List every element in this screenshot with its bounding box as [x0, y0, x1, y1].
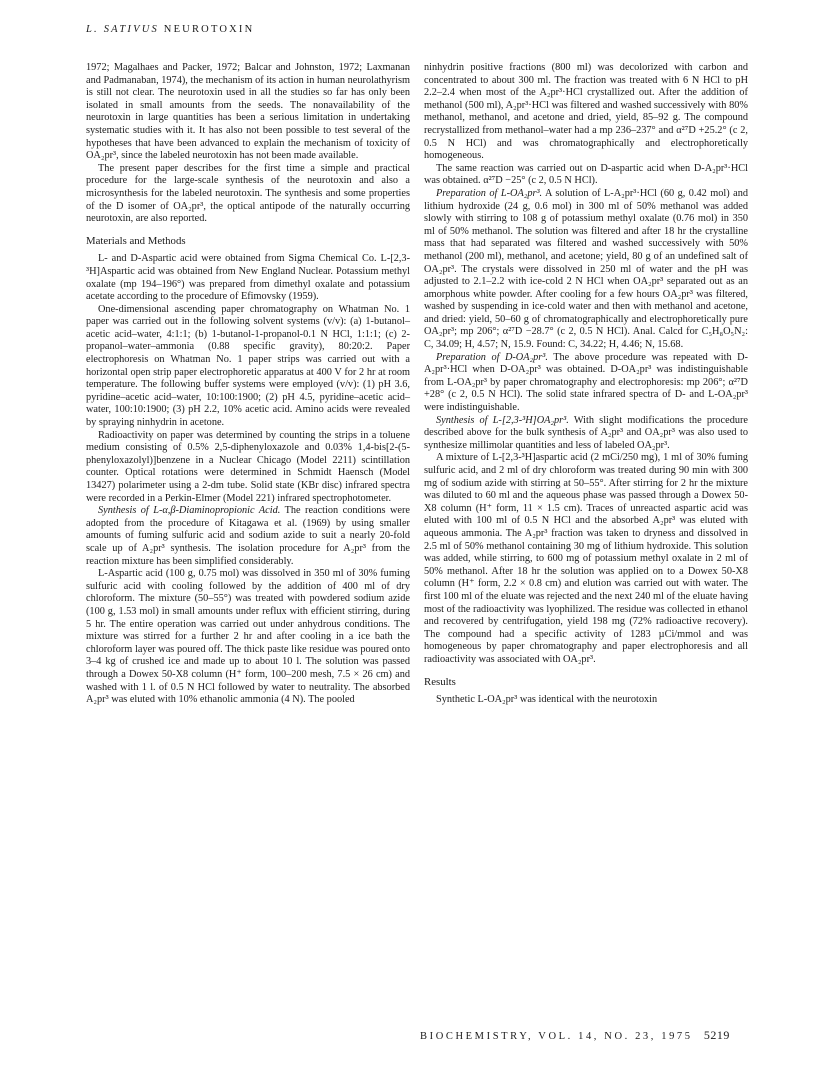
paragraph	[424, 188, 748, 352]
subsection-title: Synthesis of L-[2,3-³H]OA₂pr³.	[436, 414, 569, 426]
running-header	[86, 24, 254, 35]
right-column	[424, 62, 748, 707]
paragraph: L-Aspartic acid (100 g, 0.75 mol) was dissolved in 350 ml of 30% fuming sulfuric acid with cooling followed by the addition of 400 ml of dry chloroform. The mixture (50–55°) was treated with powdered sodium azide (100 g, 1.53 mol) in small amounts under reflux with efficient stirring, during 5 hr. The entire operation was carried out under anhydrous conditions. The mixture was stirred for a further 2 hr and after cooling in a ice bath the chloroform layer was poured off. The thick paste like residue was poured onto 3–4 kg of crushed ice and made up to about 10 l. The solution was passed through a Dowex 50-X8 column (H⁺ form, 100–200 mesh, 7.5 × 26 cm) and washed with 1 l. of 0.5 N HCl followed by water to neutrality. The absorbed A₂pr³ was eluted with 10% ethanolic ammonia (4 N). The pooled	[86, 568, 410, 706]
paragraph-text: With slight modifications the procedure described above for the bulk synthesis of A₂pr³ and OA₂pr³ was also used to synthesize millimolar quantities and less of labeled OA₂pr³.	[424, 414, 748, 451]
left-column	[86, 62, 410, 707]
paragraph: Synthetic L-OA₂pr³ was identical with the neurotoxin	[436, 694, 658, 706]
paragraph	[424, 415, 748, 453]
journal-citation: BIOCHEMISTRY, VOL. 14, NO. 23, 1975	[420, 1031, 693, 1042]
subsection-title: Preparation of D-OA₂pr³.	[436, 351, 548, 363]
subsection-title: Synthesis of L-α,β-Diaminopropionic Acid.	[98, 505, 281, 517]
section-heading: Materials and Methods	[86, 234, 186, 247]
paragraph: The present paper describes for the first time a simple and practical procedure for the large-scale synthesis of the neurotoxin and also a microsynthesis for the labeled neurotoxin. The synthesis and some properties of the D isomer of OA₂pr³, the optical antipode of the naturally occurring neurotoxin, are also reported.	[86, 162, 410, 225]
paragraph: 1972; Magalhaes and Packer, 1972; Balcar and Johnston, 1972; Laxmanan and Padmanaban, 1974), the mechanism of its action in human neurolathyrism is still not clear. The neurotoxin used in all the studies so far has only been isolated in small amounts from the seeds. The nonavailability of the neurotoxin in large quantities has been a serious limitation in undertaking systematic studies with it. It has also not been possible to test several of the hypotheses that have been advanced to explain the mechanism of toxicity of OA₂pr³, since the labeled neurotoxin has not been made available.	[86, 62, 410, 162]
paragraph	[424, 352, 748, 415]
paragraph: One-dimensional ascending paper chromatography on Whatman No. 1 paper was carried out in the following solvent systems (v/v): (a) 1-butanol–acetic acid–water, 4:1:1; (b) 1-butanol-1-propanol-0.1 N HCl, 1:1:1; (c) 2-propanol–water–ammonia (0.88 specific gravity), 80:20:2. Paper electrophoresis on Whatman No. 1 paper strips was carried out with a horizontal open strip paper electrophoretic apparatus at 400 V for 2 hr at room temperature. The following buffer systems were employed (v/v): (1) pH 3.6, pyridine–acetic acid–water, 10:100:1900; (2) pH 4.5, pyridine–acetic acid–water, 100:10:1900; (3) pH 2.2, 10% acetic acid. Amino acids were revealed by spraying ninhydrin in acetone.	[86, 303, 410, 429]
paragraph-text: The reaction conditions were adopted from the procedure of Kitagawa et al. (1969) by using smaller amounts of fuming sulfuric acid and sodium azide to suit a nearly 20-fold scale up of A₂pr³ synthesis. The isolation procedure for A₂pr³ from the reaction mixture has been simplified considerably.	[86, 505, 411, 567]
paragraph: A mixture of L-[2,3-³H]aspartic acid (2 mCi/250 mg), 1 ml of 30% fuming sulfuric acid, and 2 ml of dry chloroform was treated during 90 min with 300 mg of sodium azide with stirring at 50–55°. After stirring for 2 hr the mixture was diluted to 60 ml and the aqueous phase was passed through a Dowex 50-X8 column (H⁺ form, 11 × 1.5 cm). Traces of unreacted aspartic acid was eluted with 100 ml of 0.5 N HCl and the absorbed A₂pr³ was eluted with aqueous ammonia. The A₂pr³ fraction was taken to dryness and dissolved in 2.5 ml of 50% methanol containing 30 mg of lithium hydroxide. This solution was added, while stirring, to 600 mg of potassium methyl oxalate in 2 ml of 50% methanol. After 18 hr the solution was applied on to a Dowex 50-X8 column (H⁺ form, 2.2 × 0.8 cm) and elution was carried out with water. The first 100 ml of the eluate was rejected and the next 240 ml of the eluate having most of the radioactivity was lyophilized. The residue was collected in ethanol and recovered by centrifugation, yield 198 mg (72% radioactive recovery). The compound had a specific activity of 1283 µCi/mmol and was homogeneous by paper chromatography and paper electrophoresis and all radioactivity was associated with OA₂pr³.	[424, 452, 748, 665]
page-number: 5219	[703, 1028, 730, 1042]
paragraph: L- and D-Aspartic acid were obtained from Sigma Chemical Co. L-[2,3-³H]Aspartic acid was obtained from New England Nuclear. Potassium methyl oxalate (mp 194–196°) was prepared from dimethyl oxalate and potassium acetate according to the procedure of Efimovsky (1959).	[86, 253, 410, 303]
paragraph	[86, 505, 410, 568]
header-word: NEUROTOXIN	[163, 24, 255, 35]
running-footer	[420, 1028, 730, 1043]
header-species: L. SATIVUS	[86, 24, 159, 35]
paragraph-text: A solution of L-A₂pr³·HCl (60 g, 0.42 mol) and lithium hydroxide (24 g, 0.6 mol) in 300 ml of 50% methanol was added slowly with stirring to 108 g of potassium methyl oxalate (0.76 mol) in 350 ml of 50% methanol. The solution was filtered and after 18 hr the crystalline mass that had separated was filtered and washed successively with 50% methanol (200 ml), methanol, and acetone; yield, 80 g of an undefined salt of OA₂pr³. The crystals were dissolved in 250 ml of water and the pH was adjusted to 2.1–2.2 with ice-cold 2 N HCl when OA₂pr³ separated out as an amorphous white powder. After cooling for a few hours OA₂pr³ was filtered, washed by suspending in ice-cold water and then with methanol and acetone, and dried: yield, 50–60 g of chromatographically and electrophoretically pure OA₂pr³; mp 206°; α²⁷D −28.7° (c 2, 0.5 N HCl). Anal. Calcd for C₅H₈O₅N₂: C, 34.09; H, 4.57; N, 15.9. Found: C, 34.22; H, 4.46; N, 15.68.	[424, 187, 748, 351]
section-heading: Results	[424, 675, 456, 688]
paragraph: The same reaction was carried out on D-aspartic acid when D-A₂pr³·HCl was obtained. α²⁷D −25° (c 2, 0.5 N HCl).	[424, 162, 748, 187]
paragraph: Radioactivity on paper was determined by counting the strips in a toluene medium consisting of 0.5% 2,5-diphenyloxazole and 0.03% 1,4-bis[2-(5-phenyloxazolyl)]benzene in a Nuclear Chicago (Model 2211) scintillation counter. Optical rotations were determined in Schmidt Haensch (Model 13427) polarimeter using a 2-dm tube. Solid state (KBr disc) infrared spectra were recorded in a Perkin-Elmer (Model 221) infrared spectrophotometer.	[86, 429, 410, 504]
subsection-title: Preparation of L-OA₂pr³.	[436, 187, 543, 199]
paragraph: ninhydrin positive fractions (800 ml) was decolorized with carbon and concentrated to about 300 ml. The fraction was treated with 6 N HCl to pH 2.2–2.4 when most of the A₂pr³·HCl crystallized out. After the addition of methanol (500 ml), A₂pr³·HCl was filtered and washed successively with 80% methanol, methanol, and acetone and dried, yield, 85–92 g. The compound recrystallized from methanol–water had a mp 236–237° and α²⁷D +25.2° (c 2, 0.5 N HCl) and was chromatographically and electrophoretically homogeneous.	[424, 62, 748, 162]
paragraph-text: The above procedure was repeated with D-A₂pr³·HCl when D-OA₂pr³ was obtained. D-OA₂pr³ was indistinguishable from L-OA₂pr³ by paper chromatography and electrophoresis: mp 206°; α²⁷D +28° (c 2, 0.5 N HCl). The solid state infrared spectra of D- and L-OA₂pr³ were indistinguishable.	[424, 351, 748, 414]
